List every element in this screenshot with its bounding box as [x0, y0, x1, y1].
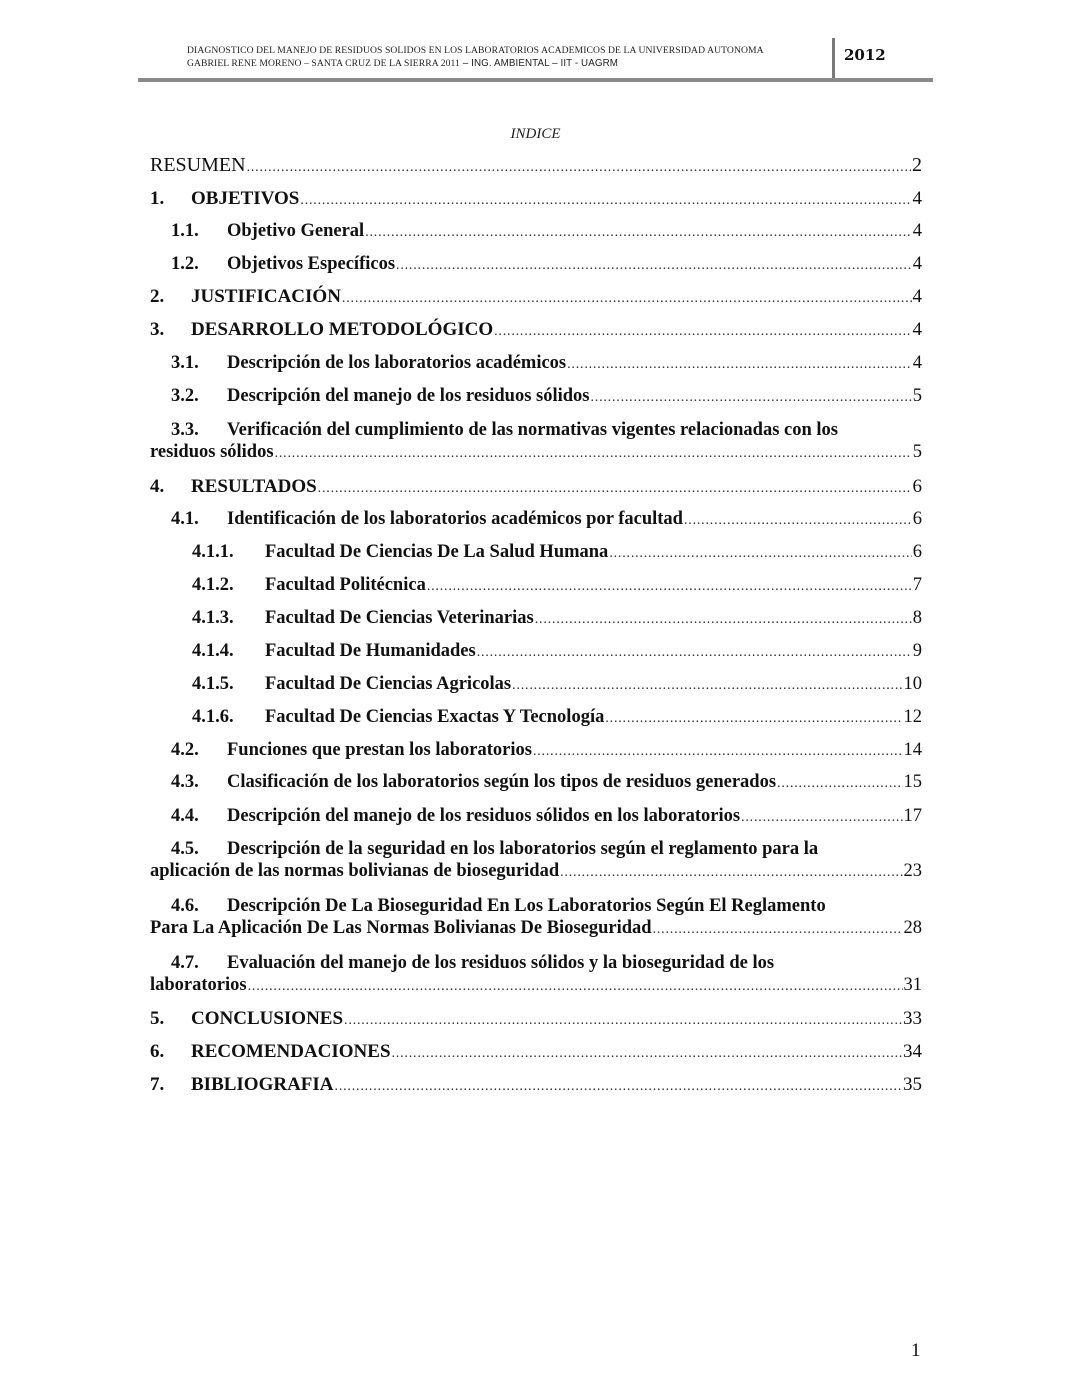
toc-page-number: 28	[903, 918, 922, 938]
toc-entry-recomendaciones[interactable]	[150, 1041, 922, 1063]
toc-leader-dots	[342, 291, 912, 307]
toc-entry-3-2[interactable]	[150, 386, 922, 407]
toc-leader-dots	[365, 225, 912, 241]
toc-entry-title: Facultad De Ciencias Exactas Y Tecnología	[265, 707, 605, 727]
toc-entry-title: Evaluación del manejo de los residuos sólidos y la bioseguridad de los	[227, 953, 775, 973]
toc-entry-4-1-3[interactable]	[150, 608, 922, 629]
toc-entry-3-1[interactable]	[150, 353, 922, 374]
toc-entry-title: Facultad De Ciencias Veterinarias	[265, 608, 534, 628]
toc-leader-dots	[427, 579, 912, 595]
toc-page-number: 17	[903, 806, 922, 826]
toc-leader-dots	[392, 1046, 902, 1062]
toc-leader-dots	[653, 922, 903, 938]
toc-page-number: 6	[912, 509, 922, 529]
toc-entry-objetivo-general[interactable]	[150, 221, 922, 242]
toc-entry-title: Verificación del cumplimiento de las normativas vigentes relacionadas con los	[227, 420, 838, 440]
toc-entry-number: 7.	[150, 1074, 165, 1095]
toc-entry-resumen[interactable]	[150, 154, 922, 177]
toc-page-number: 7	[912, 575, 922, 595]
toc-entry-title: Facultad De Ciencias Agricolas	[265, 674, 512, 694]
toc-entry-desarrollo-metodologico[interactable]	[150, 319, 922, 341]
toc-entry-number: 4.7.	[171, 953, 199, 973]
toc-entry-title-line2: aplicación de las normas bolivianas de bioseguridad	[150, 861, 560, 881]
toc-entry-title: Objetivos Específicos	[227, 254, 396, 274]
toc-entry-title: RESULTADOS	[191, 476, 317, 497]
toc-page-number: 6	[912, 476, 922, 497]
toc-entry-title: Facultad De Ciencias De La Salud Humana	[265, 542, 609, 562]
toc-entry-4-1-6[interactable]	[150, 707, 922, 728]
toc-leader-dots	[494, 324, 911, 340]
toc-entry-number: 2.	[150, 286, 165, 307]
toc-entry-4-4[interactable]	[150, 806, 922, 827]
toc-page-number: 4	[912, 286, 922, 307]
toc-leader-dots	[300, 193, 911, 209]
toc-leader-dots	[533, 744, 903, 760]
toc-entry-objetivos-especificos[interactable]	[150, 254, 922, 275]
toc-page-number: 33	[903, 1008, 922, 1029]
toc-entry-title-line1	[171, 953, 922, 974]
toc-page-number: 4	[912, 221, 922, 241]
toc-entry-title: Descripción del manejo de los residuos sólidos	[227, 386, 590, 406]
toc-entry-4-1-5[interactable]	[150, 674, 922, 695]
toc-entry-title-line2: residuos sólidos	[150, 442, 274, 462]
toc-entry-number: 3.1.	[171, 353, 199, 373]
toc-entry-4-1-1[interactable]	[150, 542, 922, 563]
toc-entry-number: 3.	[150, 319, 165, 340]
toc-entry-number: 4.	[150, 476, 165, 497]
toc-leader-dots	[590, 390, 911, 406]
toc-leader-dots	[335, 1079, 902, 1095]
toc-entry-number: 5.	[150, 1008, 165, 1029]
toc-leader-dots	[777, 776, 902, 792]
toc-entry-title: Clasificación de los laboratorios según los tipos de residuos generados	[227, 772, 777, 792]
toc-leader-dots	[318, 481, 912, 497]
toc-entry-number: 4.3.	[171, 772, 199, 792]
toc-leader-dots	[609, 546, 911, 562]
toc-entry-title: JUSTIFICACIÓN	[191, 286, 341, 307]
toc-page-number: 4	[912, 353, 922, 373]
header-separator	[832, 38, 835, 82]
toc-entry-number: 6.	[150, 1041, 165, 1062]
toc-leader-dots	[741, 810, 902, 826]
toc-entry-title-line1	[171, 839, 922, 860]
toc-page-number: 9	[912, 641, 922, 661]
toc-entry-4-1-2[interactable]	[150, 575, 922, 596]
toc-page-number: 10	[903, 674, 922, 694]
toc-entry-number: 4.1.5.	[192, 674, 234, 694]
toc-entry-resultados[interactable]	[150, 476, 922, 498]
toc-leader-dots	[512, 678, 902, 694]
toc-entry-number: 1.2.	[171, 254, 199, 274]
toc-entry-number: 4.6.	[171, 896, 199, 916]
toc-entry-objetivos[interactable]	[150, 188, 922, 210]
toc-entry-title: RECOMENDACIONES	[191, 1041, 391, 1062]
toc-leader-dots	[560, 865, 902, 881]
toc-entry-title: CONCLUSIONES	[191, 1008, 344, 1029]
toc-entry-title: OBJETIVOS	[191, 188, 300, 209]
toc-entry-title: Funciones que prestan los laboratorios	[227, 740, 532, 760]
toc-entry-title: Descripción del manejo de los residuos sólidos en los laboratorios	[227, 806, 741, 826]
toc-page-number: 12	[903, 707, 922, 727]
toc-entry-number: 4.1.4.	[192, 641, 234, 661]
toc-leader-dots	[605, 711, 902, 727]
toc-page-number: 5	[912, 442, 922, 462]
toc-entry-bibliografia[interactable]	[150, 1074, 922, 1096]
toc-entry-4-1[interactable]	[150, 509, 922, 530]
toc-entry-number: 4.1.2.	[192, 575, 234, 595]
header-line-2a: GABRIEL RENE MORENO – SANTA CRUZ DE LA SIERRA 2011	[187, 58, 460, 69]
toc-leader-dots	[535, 612, 912, 628]
running-header	[138, 38, 933, 82]
toc-entry-justificacion[interactable]	[150, 286, 922, 308]
toc-entry-conclusiones[interactable]	[150, 1008, 922, 1030]
toc-entry-title: Identificación de los laboratorios académicos por facultad	[227, 509, 683, 529]
toc-leader-dots	[248, 979, 903, 995]
toc-entry-4-6[interactable]	[150, 896, 922, 939]
toc-entry-title: Descripción de los laboratorios académicos	[227, 353, 567, 373]
toc-leader-dots	[247, 160, 911, 176]
toc-entry-3-3[interactable]	[150, 420, 922, 463]
toc-leader-dots	[684, 513, 912, 529]
toc-entry-title: Facultad Politécnica	[265, 575, 426, 595]
toc-page-number: 6	[912, 542, 922, 562]
toc-entry-title: Descripción De La Bioseguridad En Los Laboratorios Según El Reglamento	[227, 896, 826, 916]
header-line-2	[187, 57, 827, 70]
toc-entry-title: Objetivo General	[227, 221, 365, 241]
page-number: 1	[911, 1340, 921, 1361]
toc-page-number: 31	[903, 975, 922, 995]
toc-leader-dots	[275, 446, 912, 462]
header-rule	[138, 78, 933, 82]
toc-page-number: 4	[912, 188, 922, 209]
header-title	[187, 44, 827, 70]
toc-entry-number: 4.1.1.	[192, 542, 234, 562]
toc-page-number: 4	[912, 254, 922, 274]
header-line-2b: – ING. AMBIENTAL – IIT - UAGRM	[459, 58, 619, 69]
index-title: INDICE	[510, 126, 561, 142]
toc-page-number: 23	[903, 861, 922, 881]
toc-entry-number: 4.4.	[171, 806, 199, 826]
toc-page-number: 8	[912, 608, 922, 628]
toc-entry-title-line1	[171, 896, 922, 917]
toc-leader-dots	[396, 258, 912, 274]
toc-entry-title-line2: laboratorios	[150, 975, 247, 995]
toc-leader-dots	[344, 1013, 902, 1029]
toc-entry-4-3[interactable]	[150, 772, 922, 793]
toc-entry-number: 4.1.6.	[192, 707, 234, 727]
toc-page-number: 2	[912, 154, 922, 176]
toc-entry-title: DESARROLLO METODOLÓGICO	[191, 319, 494, 340]
toc-entry-title: RESUMEN	[150, 154, 246, 176]
toc-entry-number: 1.	[150, 188, 165, 209]
toc-entry-title-line2: Para La Aplicación De Las Normas Bolivianas De Bioseguridad	[150, 918, 652, 938]
toc-entry-4-1-4[interactable]	[150, 641, 922, 662]
toc-page-number: 14	[903, 740, 922, 760]
toc-leader-dots	[477, 645, 912, 661]
toc-page-number: 4	[912, 319, 922, 340]
toc-page-number: 35	[903, 1074, 922, 1095]
toc-entry-number: 3.3.	[171, 420, 199, 440]
toc-entry-title-line1	[171, 420, 922, 441]
toc-entry-4-5[interactable]	[150, 839, 922, 882]
header-line-1: DIAGNOSTICO DEL MANEJO DE RESIDUOS SOLIDOS EN LOS LABORATORIOS ACADEMICOS DE LA UNIVERSIDAD AUTONOMA	[187, 45, 764, 56]
toc-entry-number: 4.5.	[171, 839, 199, 859]
toc-entry-number: 3.2.	[171, 386, 199, 406]
toc-entry-number: 1.1.	[171, 221, 199, 241]
toc-entry-title: BIBLIOGRAFIA	[191, 1074, 334, 1095]
toc-entry-number: 4.1.	[171, 509, 199, 529]
toc-page-number: 34	[903, 1041, 922, 1062]
toc-entry-title: Descripción de la seguridad en los laboratorios según el reglamento para la	[227, 839, 819, 859]
toc-entry-4-7[interactable]	[150, 953, 922, 996]
toc-page-number: 15	[903, 772, 922, 792]
toc-leader-dots	[567, 357, 912, 373]
toc-page-number: 5	[912, 386, 922, 406]
toc-entry-4-2[interactable]	[150, 740, 922, 761]
header-year: 2012	[844, 46, 886, 64]
toc-entry-number: 4.1.3.	[192, 608, 234, 628]
toc-entry-number: 4.2.	[171, 740, 199, 760]
toc-entry-title: Facultad De Humanidades	[265, 641, 476, 661]
